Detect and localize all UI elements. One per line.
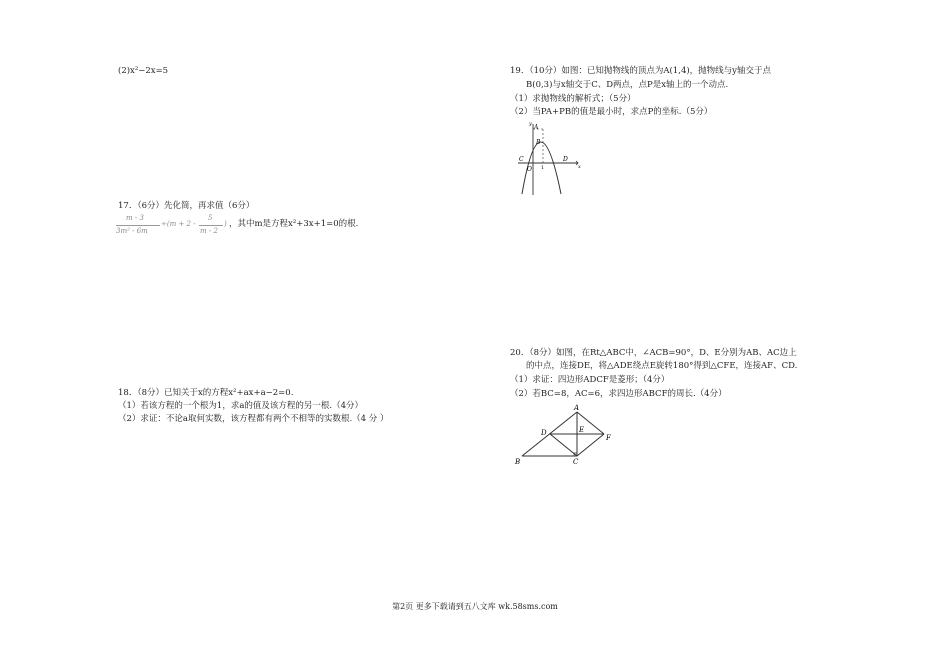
q17-frac1-denominator: 3m² - 6m [116,227,148,235]
q19-line2: B(0,3)与x轴交于C、D两点，点P是x轴上的一个动点. [526,80,729,90]
q17-frac2-denominator: m - 2 [200,227,218,235]
segment-DC [550,434,577,456]
q17-header: 17．（6分）先化简，再求值（6分） [118,201,255,211]
label-C: C [519,156,524,163]
label-x: x [578,164,581,170]
q20-part1: （1）求证：四边形ADCF是菱形；（4分） [510,375,670,385]
label-B: B [536,139,541,146]
q17-condition: ，其中m是方程x²+3x+1=0的根. [229,219,359,229]
q19-part2: （2）当PA+PB的值是最小时，求点P的坐标.（5分） [510,107,713,117]
label-A: A [574,404,580,412]
parabola-figure [512,118,592,196]
q20-line2: 的中点，连接DE，将△ADE绕点E旋转180°得到△CFE，连接AF、CD. [526,361,798,371]
q17-close-paren: ) [224,220,227,228]
q17-frac2-bar [199,225,223,226]
label-D: D [563,156,568,163]
q20-part2: （2）若BC=8，AC=6，求四边形ABCF的周长.（4分） [510,389,727,399]
q17-frac2-numerator: 5 [208,214,213,222]
q18-part1: （1）若该方程的一个根为1，求a的值及该方程的另一根.（4分） [118,401,363,411]
q18-part2: （2）求证：不论a取何实数，该方程都有两个不相等的实数根.（4 分 ） [118,414,389,424]
page-footer: 第2页 更多下载请到五八文库 wk.58sms.com [392,602,558,611]
label-one: 1 [541,165,545,171]
label-F: F [606,434,611,442]
q19-part1: （1）求抛物线的解析式；（5分） [510,94,636,104]
segment-FC [577,434,604,456]
label-B: B [515,458,521,466]
label-A: A [534,124,539,131]
label-D: D [541,429,547,437]
q20-line1: 20．（8分）如图，在Rt△ABC中，∠ACB=90°，D、E分别为AB、AC边上 [510,348,797,358]
q19-line1: 19．（10分）如图：已知抛物线的顶点为A(1,4)，抛物线与y轴交于点 [510,66,771,76]
label-E: E [579,426,585,434]
label-C: C [573,458,579,466]
label-y: y [529,121,532,127]
q17-divide-term: ÷(m + 2 - [161,220,196,228]
q16-equation: (2)x²−2x=5 [118,66,169,76]
rhombus-figure [508,400,618,470]
q17-frac1-numerator: m - 3 [126,214,144,222]
label-O: O [527,166,532,173]
q18-header: 18．（8分）已知关于x的方程x²+ax+a−2=0. [118,388,294,398]
q17-frac1-bar [116,225,160,226]
